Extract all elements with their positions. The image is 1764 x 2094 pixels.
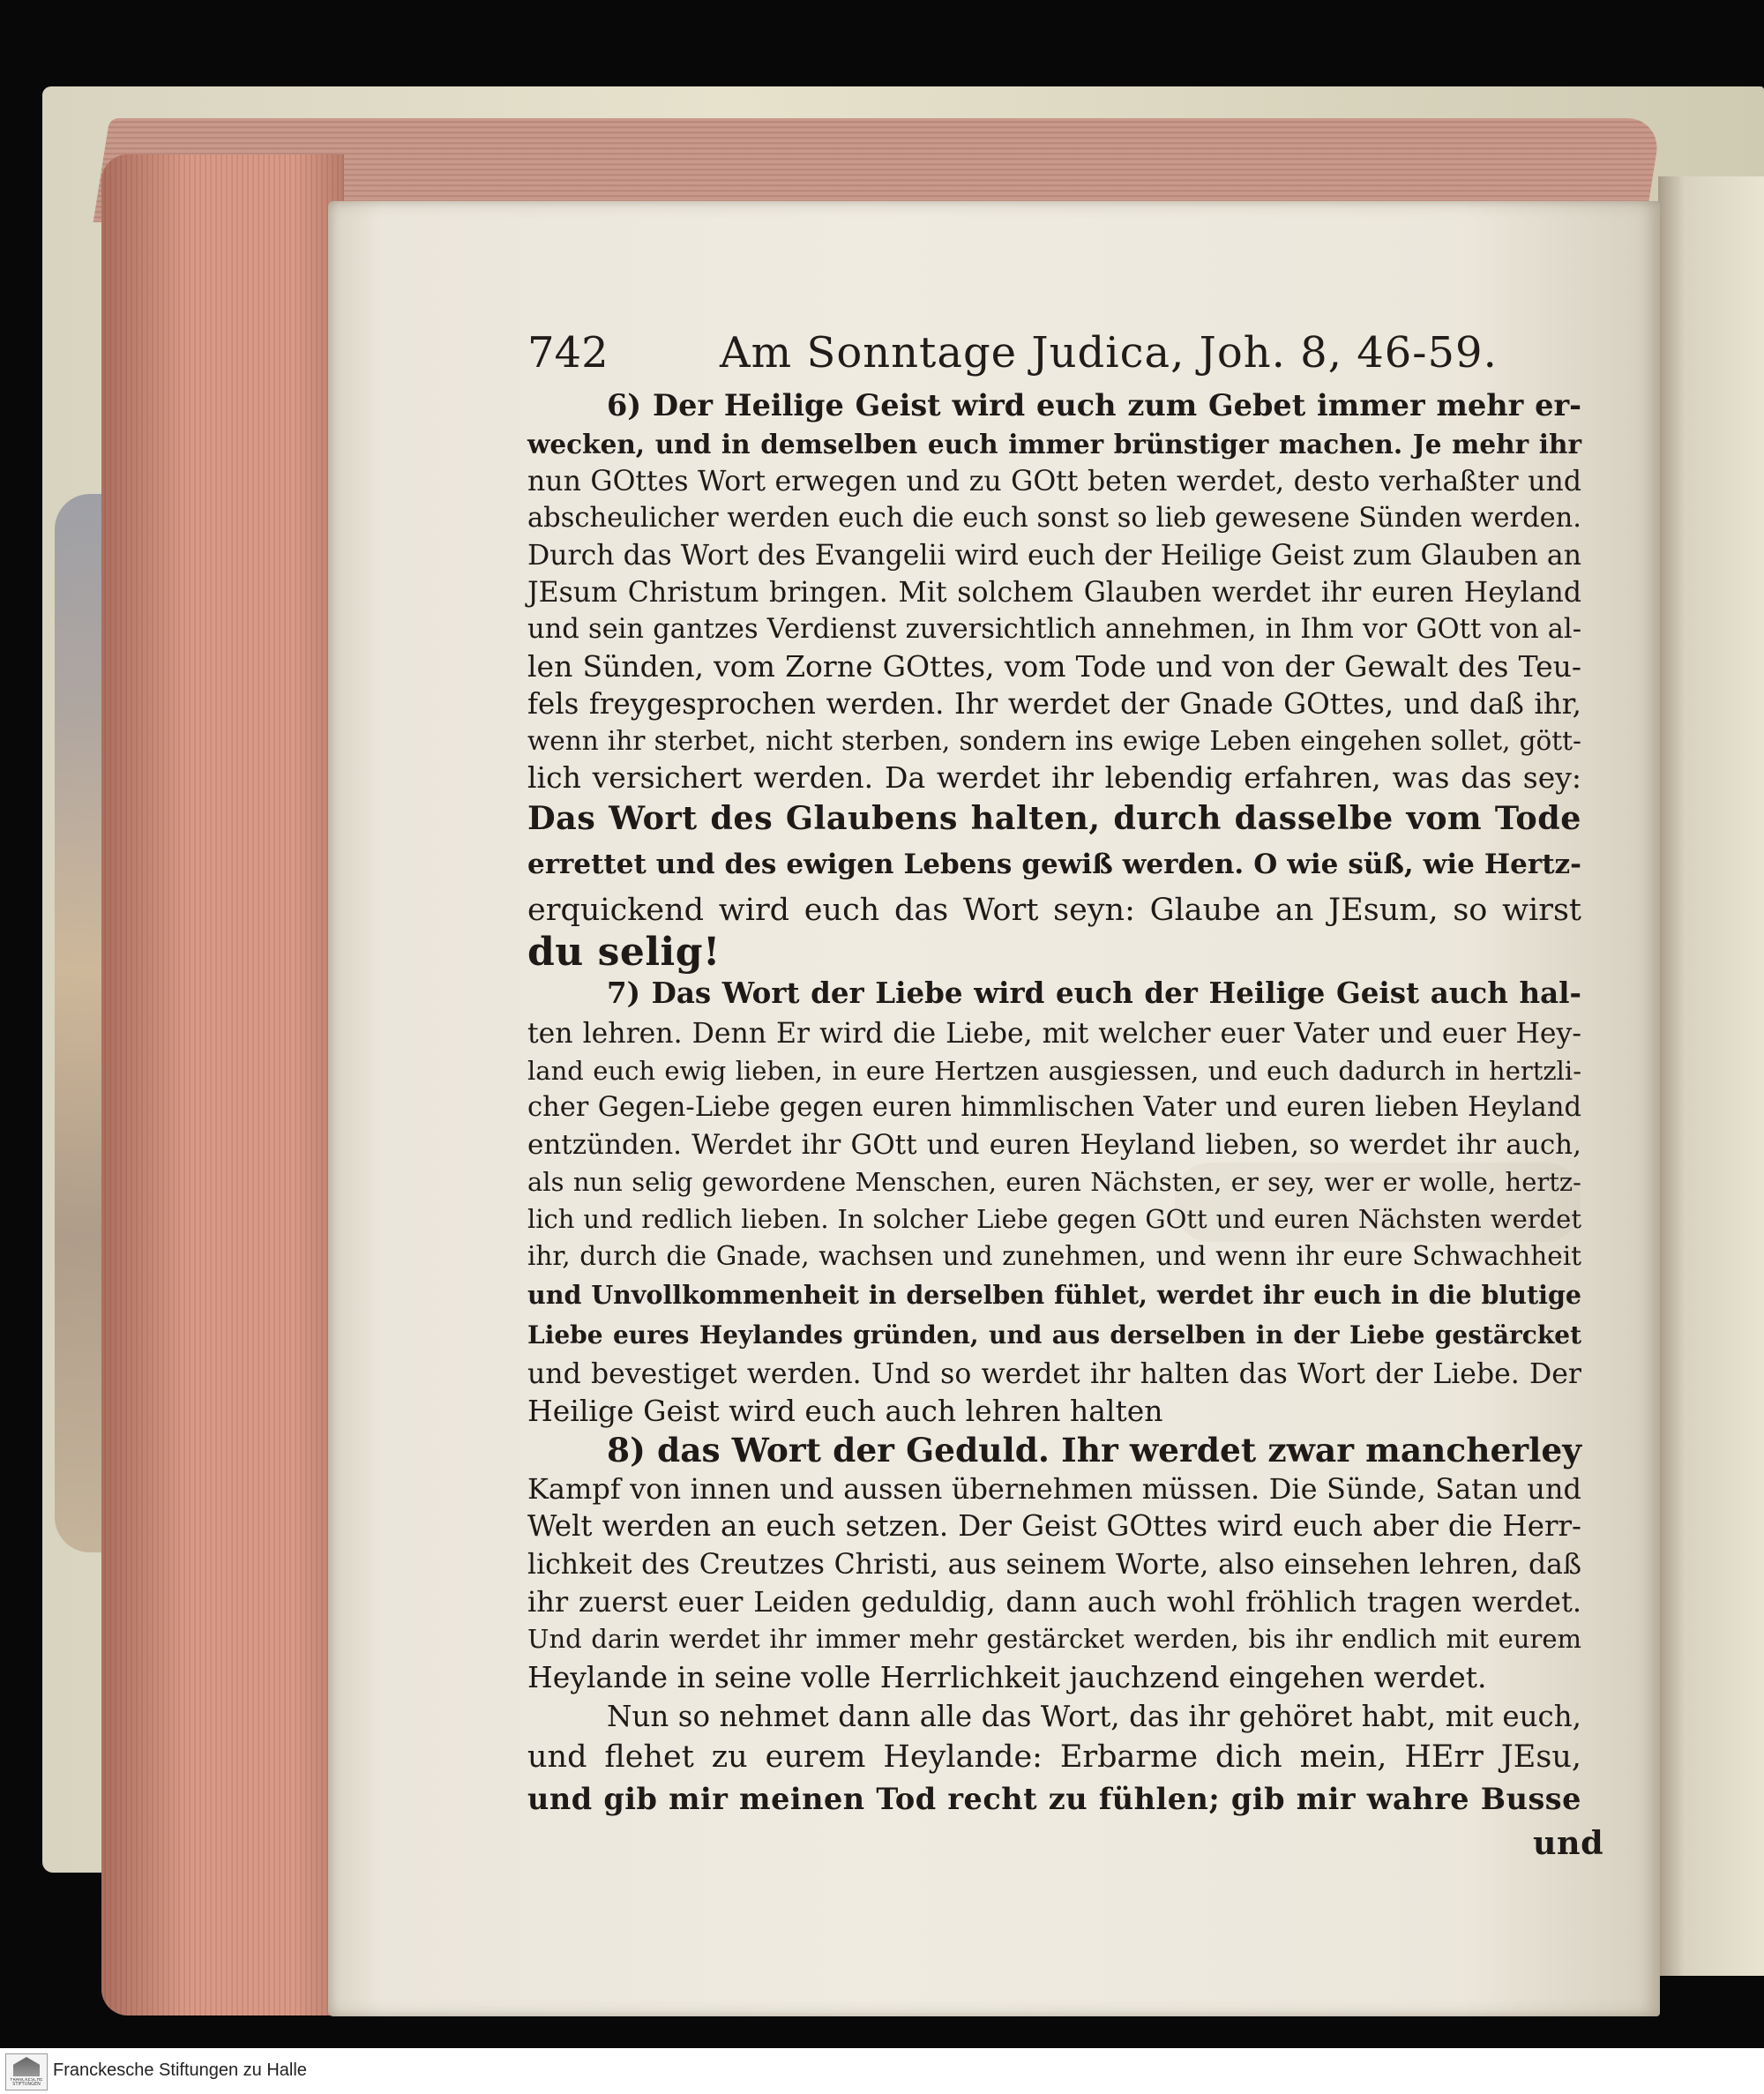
- text-line: Heilige Geist wird euch auch lehren halten: [527, 1394, 1163, 1428]
- text-line: ihr zuerst euer Leiden geduldig, dann auch wohl fröhlich tragen werdet.: [527, 1585, 1581, 1619]
- text-line: land euch ewig lieben, in eure Hertzen ausgiessen, und euch dadurch in hertzli-: [527, 1056, 1581, 1086]
- text-line: len Sünden, vom Zorne GOttes, vom Tode und von der Gewalt des Teu-: [527, 649, 1581, 684]
- text-line: lich und redlich lieben. In solcher Liebe gegen GOtt und euren Nächsten werdet: [527, 1204, 1581, 1234]
- footer-institution: Franckesche Stiftungen zu Halle: [53, 2060, 307, 2080]
- text-line: 6) Der Heilige Geist wird euch zum Gebet immer mehr er-: [607, 388, 1581, 423]
- text-line: wecken, und in demselben euch immer brünstiger machen. Je mehr ihr: [527, 429, 1581, 460]
- text-line: und sein gantzes Verdienst zuversichtlich annehmen, in Ihm vor GOtt von al-: [527, 614, 1581, 645]
- text-line: errettet und des ewigen Lebens gewiß werden. O wie süß, wie Hertz-: [527, 849, 1581, 880]
- facing-page: [1658, 176, 1764, 1976]
- text-line: Welt werden an euch setzen. Der Geist GOttes wird euch aber die Herr-: [527, 1509, 1581, 1543]
- page-header: [527, 328, 1498, 381]
- text-line: ten lehren. Denn Er wird die Liebe, mit welcher euer Vater und euer Hey-: [527, 1018, 1581, 1050]
- text-line: 7) Das Wort der Liebe wird euch der Heilige Geist auch hal-: [607, 976, 1581, 1010]
- text-line: lichkeit des Creutzes Christi, aus seinem Worte, also einsehen lehren, daß: [527, 1549, 1581, 1581]
- text-line: und gib mir meinen Tod recht zu fühlen; gib mir wahre Busse: [527, 1782, 1581, 1816]
- logo-caption: FRANCKESCHE STIFTUNGEN: [10, 2078, 43, 2087]
- page-number: 742: [527, 328, 609, 378]
- text-line: Nun so nehmet dann alle das Wort, das ihr gehöret habt, mit euch,: [607, 1700, 1581, 1733]
- text-line: lich versichert werden. Da werdet ihr lebendig erfahren, was das sey:: [527, 760, 1581, 795]
- page-block-shade: [101, 154, 344, 2015]
- text-line: Das Wort des Glaubens halten, durch dasselbe vom Tode: [527, 799, 1581, 837]
- text-line: Durch das Wort des Evangelii wird euch der Heilige Geist zum Glauben an: [527, 540, 1581, 572]
- text-line: Kampf von innen und aussen übernehmen müssen. Die Sünde, Satan und: [527, 1472, 1581, 1506]
- text-line: Heylande in seine volle Herrlichkeit jauchzend eingehen werdet.: [527, 1660, 1487, 1694]
- text-line: und: [1533, 1824, 1604, 1862]
- text-line: JEsum Christum bringen. Mit solchem Glauben werdet ihr euren Heyland: [527, 577, 1581, 609]
- text-line: als nun selig gewordene Menschen, euren Nächsten, er sey, wer er wolle, hertz-: [527, 1167, 1581, 1197]
- text-line: Liebe eures Heylandes gründen, und aus derselben in der Liebe gestärcket: [527, 1320, 1581, 1350]
- text-line: fels freygesprochen werden. Ihr werdet der Gnade GOttes, und daß ihr,: [527, 687, 1581, 721]
- text-line: und Unvollkommenheit in derselben fühlet, werdet ihr euch in die blutige: [527, 1280, 1581, 1310]
- text-line: und bevestiget werden. Und so werdet ihr halten das Wort der Liebe. Der: [527, 1358, 1581, 1390]
- text-line: nun GOttes Wort erwegen und zu GOtt beten werdet, desto verhaßter und: [527, 466, 1581, 497]
- text-line: du selig!: [527, 930, 721, 975]
- footer-bar: [0, 2048, 1764, 2094]
- running-head: Am Sonntage Judica, Joh. 8, 46-59.: [720, 328, 1498, 378]
- text-line: erquickend wird euch das Wort seyn: Glaube an JEsum, so wirst: [527, 893, 1581, 928]
- text-line: abscheulicher werden euch die euch sonst so lieb gewesene Sünden werden.: [527, 503, 1581, 534]
- text-line: cher Gegen-Liebe gegen euren himmlischen Vater und euren lieben Heyland: [527, 1092, 1581, 1123]
- text-line: und flehet zu eurem Heylande: Erbarme dich mein, HErr JEsu,: [527, 1739, 1581, 1775]
- institution-logo: [5, 2053, 48, 2090]
- text-line: wenn ihr sterbet, nicht sterben, sondern ins ewige Leben eingehen sollet, gött-: [527, 726, 1581, 756]
- text-line: Und darin werdet ihr immer mehr gestärcket werden, bis ihr endlich mit eurem: [527, 1624, 1581, 1654]
- building-icon: [13, 2057, 40, 2076]
- text-line: ihr, durch die Gnade, wachsen und zunehmen, und wenn ihr eure Schwachheit: [527, 1241, 1581, 1271]
- text-line: 8) das Wort der Geduld. Ihr werdet zwar mancherley: [607, 1431, 1581, 1470]
- text-line: entzünden. Werdet ihr GOtt und euren Heyland lieben, so werdet ihr auch,: [527, 1129, 1581, 1161]
